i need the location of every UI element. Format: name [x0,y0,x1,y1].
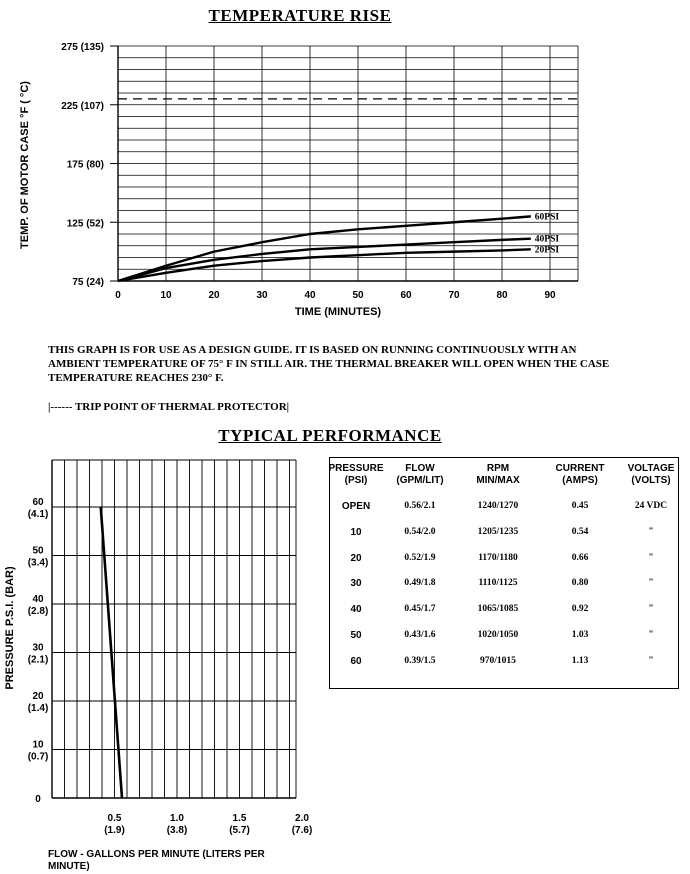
y-tick-sublabel: (3.4) [27,557,49,569]
series-label-60psi: 60PSI [534,212,560,223]
x-tick-label: 10 [160,290,172,301]
y-axis-label: TEMP. OF MOTOR CASE °F ( °C) [19,81,31,249]
series-line-40psi [118,239,531,281]
table-cell: 0.49/1.8 [404,578,436,589]
table-cell: 1020/1050 [477,630,519,640]
table-cell: 20 [350,552,362,564]
table-cell: 60 [350,655,362,667]
table-header-line2: (GPM/LIT) [396,475,444,486]
y-tick-sublabel: (4.1) [27,509,49,520]
table-cell: 1.13 [571,655,589,666]
table-header-line2: (PSI) [344,475,368,486]
temperature-rise-title: TEMPERATURE RISE [208,6,392,25]
table-header-line2: (AMPS) [562,475,598,486]
x-tick-sublabel: (5.7) [229,825,250,836]
table-cell: 10 [350,526,362,538]
table-header-line2: MIN/MAX [476,475,520,486]
table-cell: " [648,552,654,563]
y-tick-sublabel: (2.8) [27,606,49,617]
x-tick-label: 90 [544,290,556,301]
table-cell: 1170/1180 [478,552,518,563]
table-cell: 0.39/1.5 [404,655,436,666]
pressure-flow-chart [0,450,330,874]
table-cell: " [648,604,654,615]
table-cell: 30 [350,578,362,590]
table-cell: 0.43/1.6 [404,630,436,640]
table-cell: 0.52/1.9 [404,552,436,563]
table-cell: 0.56/2.1 [404,501,436,511]
table-cell: 970/1015 [480,655,516,666]
series-label-40psi: 40PSI [534,234,560,245]
table-cell: 1240/1270 [477,501,519,511]
table-cell: 0.54/2.0 [404,526,436,537]
trip-point-legend: |------ TRIP POINT OF THERMAL PROTECTOR| [48,401,290,413]
table-cell: 0.66 [571,552,589,563]
y-tick-label: 275 (135) [61,42,104,53]
y-tick-sublabel: (1.4) [27,703,49,714]
table-header-line1: PRESSURE [328,463,384,474]
x-tick-label: 0 [115,290,121,301]
table-cell: 0.80 [571,578,589,589]
x-tick-label: 40 [304,290,316,301]
x-axis-label-cont: MINUTE) [48,861,90,872]
table-cell: 1.03 [571,630,589,640]
y-tick-label: 125 (52) [66,218,104,230]
table-header-4 [545,463,615,487]
table-cell: 0.92 [571,604,589,615]
y-axis-label: PRESSURE P.S.I. (BAR) [4,566,16,690]
x-tick-sublabel: (7.6) [291,825,313,836]
x-tick-sublabel: (3.8) [166,825,188,836]
table-header-1 [321,463,391,487]
table-cell: 1205/1235 [477,526,519,537]
series-label-20psi: 20PSI [534,245,560,256]
x-tick-label: 1.0 [170,813,184,824]
table-cell: OPEN [341,501,371,512]
y-tick-label: 40 [32,594,44,605]
y-tick-label: 75 (24) [72,277,104,288]
x-tick-label: 0.5 [107,813,122,824]
table-header-5 [616,463,686,487]
x-tick-label: 60 [400,290,412,301]
table-cell: " [648,526,654,537]
table-header-line2: (VOLTS) [631,475,671,486]
y-tick-label: 60 [32,497,44,508]
table-cell: 0.45 [571,501,589,511]
table-cell: " [648,655,654,666]
table-header-line1: CURRENT [555,463,605,474]
table-cell: 0.45/1.7 [404,604,436,615]
y-tick-label: 225 (107) [61,100,104,112]
table-cell: 0.54 [571,526,589,537]
y-tick-label: 20 [32,691,44,702]
y-tick-label: 175 (80) [66,159,104,171]
table-cell: 1065/1085 [477,604,519,615]
x-tick-label: 30 [256,290,268,301]
x-tick-label: 2.0 [295,813,309,824]
x-tick-label: 80 [496,290,508,301]
table-cell: " [648,630,654,640]
x-tick-label: 1.5 [232,813,247,824]
y-tick-sublabel: (0.7) [27,751,49,763]
x-tick-sublabel: (1.9) [104,825,125,836]
table-header-line1: FLOW [405,463,435,474]
table-header-line1: RPM [486,463,510,474]
table-cell: 1110/1125 [478,578,518,589]
performance-table [329,457,679,689]
table-header-2 [385,463,455,487]
y-tick-label: 10 [32,739,44,751]
x-axis-label: FLOW - GALLONS PER MINUTE (LITERS PER [48,849,265,860]
table-cell: 50 [350,630,362,641]
temperature-rise-chart [0,0,690,330]
table-header-3 [463,463,533,487]
x-axis-label: TIME (MINUTES) [294,306,382,318]
table-cell: 40 [350,604,362,616]
design-guide-note: THIS GRAPH IS FOR USE AS A DESIGN GUIDE. IT IS BASED ON RUNNING CONTINUOUSLY WITH AN AMBIENT TEMPERATURE OF 75° F IN STILL AIR. THE THERMAL BREAKER WILL OPEN WHEN THE CASE TEMPERATURE REACHES 230° F. [48,344,610,384]
x-tick-label: 70 [448,290,460,301]
table-cell: " [648,578,654,589]
y-tick-label: 0 [35,794,41,805]
y-tick-sublabel: (2.1) [27,654,49,666]
table-cell: 24 VDC [634,501,668,511]
table-header-line1: VOLTAGE [627,463,675,474]
typical-performance-title: TYPICAL PERFORMANCE [218,426,442,445]
y-tick-label: 30 [32,642,44,654]
y-tick-label: 50 [32,545,44,557]
x-tick-label: 50 [352,290,364,301]
x-tick-label: 20 [208,290,220,301]
